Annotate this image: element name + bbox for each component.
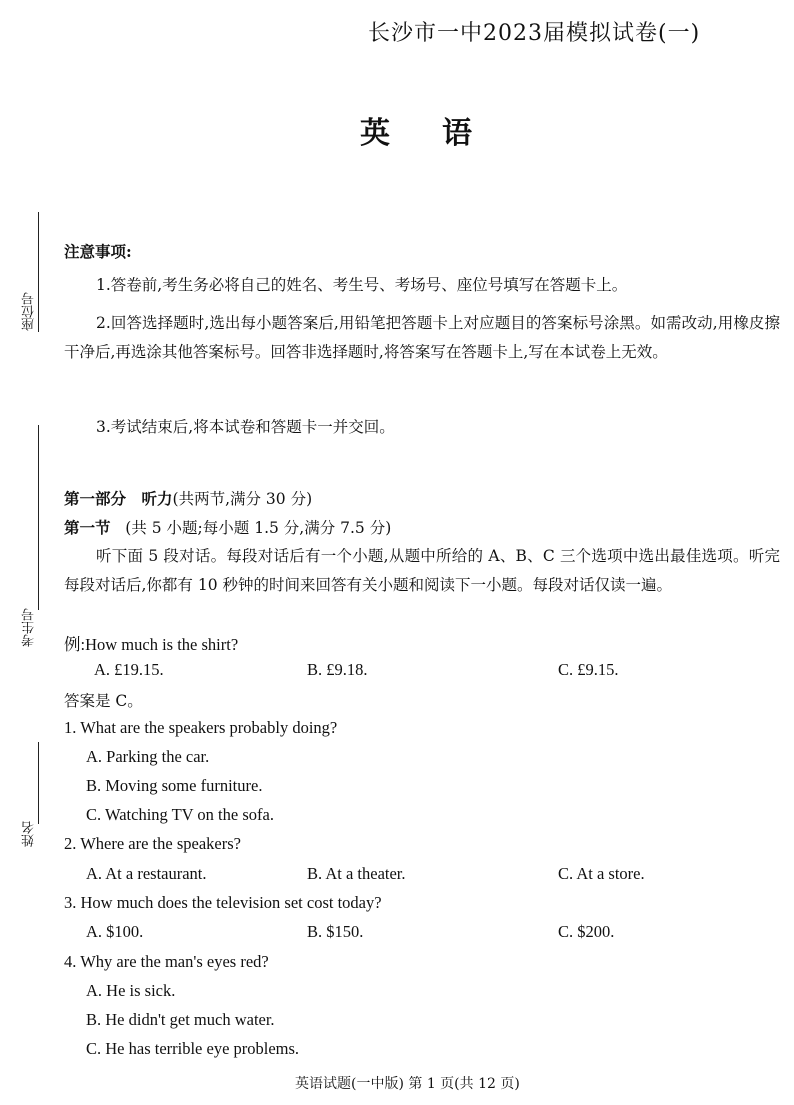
example-question: 例:How much is the shirt?	[64, 635, 239, 654]
question-3-option-b: B. $150.	[307, 922, 364, 941]
example-option-a: A. £19.15.	[94, 660, 164, 679]
seat-number-label: 座位号	[22, 292, 37, 332]
question-3-option-c: C. $200.	[558, 922, 615, 941]
notice-item-2: 2.回答选择题时,选出每小题答案后,用铅笔把答题卡上对应题目的答案标号涂黑。如需改动,用橡皮擦干净后,再选涂其他答案标号。回答非选择题时,将答案写在答题卡上,写在本试卷上无效。	[64, 314, 780, 361]
example-option-c: C. £9.15.	[558, 660, 619, 679]
section-title: 第一节	[64, 518, 111, 537]
part-title: 第一部分 听力	[64, 489, 173, 508]
page-footer: 英语试题(一中版) 第 1 页(共 12 页)	[295, 1076, 520, 1092]
section-heading	[64, 513, 780, 543]
question-3-stem: 3. How much does the television set cost today?	[64, 893, 382, 912]
question-4-option-c: C. He has terrible eye problems.	[86, 1039, 300, 1058]
exam-number-line	[38, 425, 39, 610]
notice-heading: 注意事项:	[64, 242, 132, 261]
question-1-stem: 1. What are the speakers probably doing?	[64, 718, 338, 737]
example-answer: 答案是 C。	[64, 692, 143, 710]
question-2-option-b: B. At a theater.	[307, 864, 406, 883]
listening-instructions: 听下面 5 段对话。每段对话后有一个小题,从题中所给的 A、B、C 三个选项中选出最佳选项。听完每段对话后,你都有 10 秒钟的时间来回答有关小题和阅读下一小题。每段对话仅读一遍。	[64, 547, 780, 594]
question-1-option-a: A. Parking the car.	[86, 747, 210, 766]
name-line	[38, 742, 39, 824]
section-note: (共 5 小题;每小题 1.5 分,满分 7.5 分)	[125, 519, 392, 537]
question-4-option-a: A. He is sick.	[86, 981, 176, 1000]
notice-item-1: 1.答卷前,考生务必将自己的姓名、考生号、考场号、座位号填写在答题卡上。	[96, 276, 628, 294]
question-2-stem: 2. Where are the speakers?	[64, 834, 241, 853]
question-4-option-b: B. He didn't get much water.	[86, 1010, 275, 1029]
example-option-b: B. £9.18.	[307, 660, 368, 679]
exam-number-label: 考生号	[22, 608, 37, 648]
question-3-option-a: A. $100.	[86, 922, 144, 941]
name-label: 姓名	[22, 821, 37, 847]
exam-title: 长沙市一中2023届模拟试卷(一)	[368, 21, 701, 46]
question-1-option-b: B. Moving some furniture.	[86, 776, 263, 795]
part-heading	[64, 484, 780, 514]
question-1-option-c: C. Watching TV on the sofa.	[86, 805, 274, 824]
question-4-stem: 4. Why are the man's eyes red?	[64, 952, 269, 971]
notice-item-3: 3.考试结束后,将本试卷和答题卡一并交回。	[96, 418, 395, 436]
part-note: (共两节,满分 30 分)	[172, 490, 313, 508]
subject-title: 英语	[360, 116, 524, 151]
question-2-option-a: A. At a restaurant.	[86, 864, 207, 883]
question-2-option-c: C. At a store.	[558, 864, 645, 883]
